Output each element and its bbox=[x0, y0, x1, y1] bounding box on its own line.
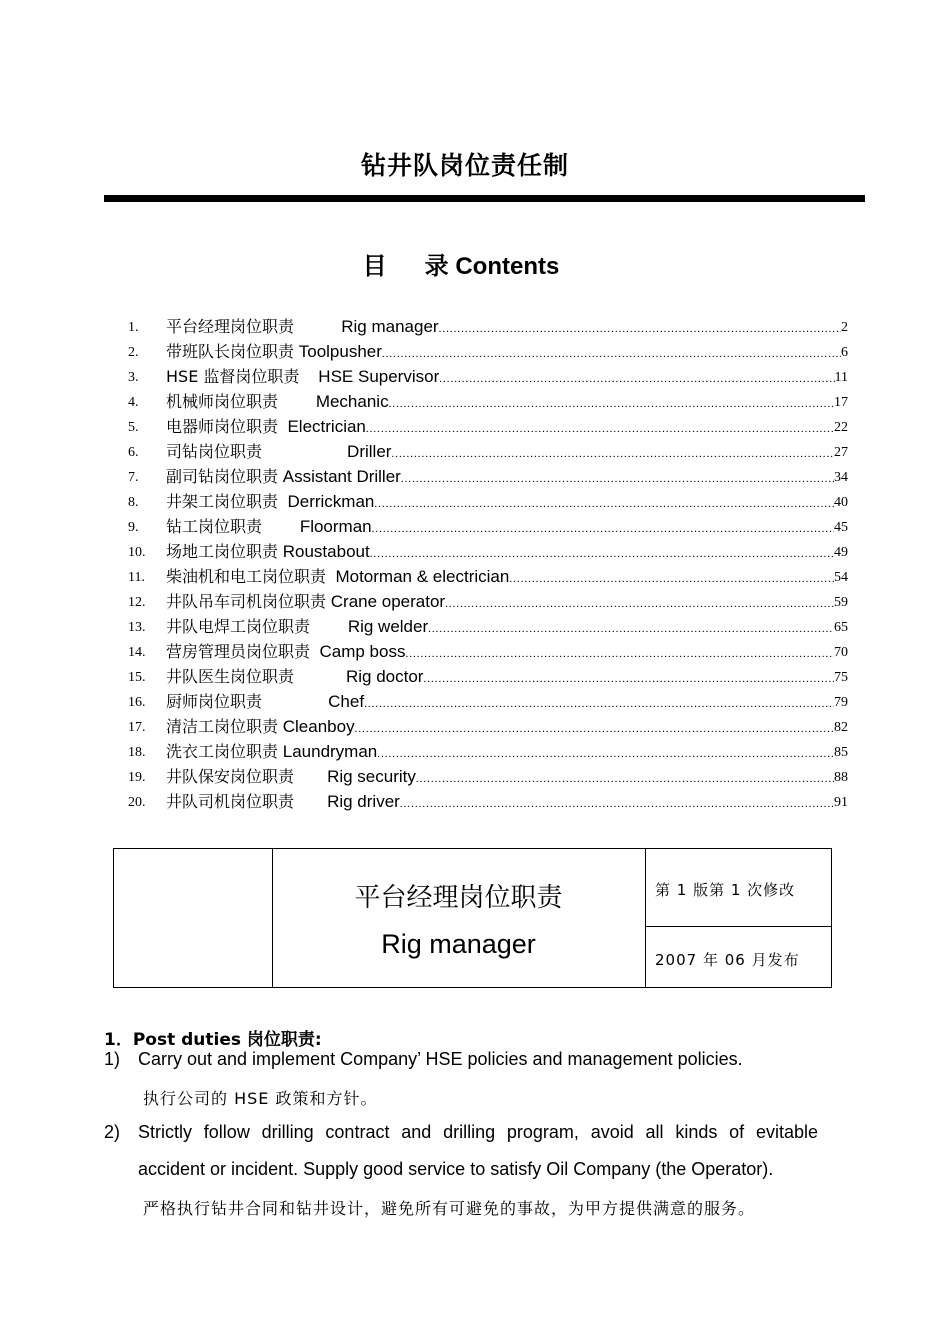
item-text-cn: 严格执行钻井合同和钻井设计，避免所有可避免的事故，为甲方提供满意的服务。 bbox=[143, 1199, 756, 1218]
item-number: 2) bbox=[104, 1122, 121, 1142]
toc-entry-title-en: Rig driver bbox=[327, 792, 400, 811]
toc-entry-title-en: Rig welder bbox=[347, 617, 429, 636]
toc-leader-dots bbox=[416, 773, 834, 787]
toc-entry-page: 79 bbox=[834, 695, 848, 710]
toc-entry[interactable] bbox=[128, 662, 848, 687]
toc-entry-gap bbox=[262, 692, 328, 712]
toc-entry[interactable] bbox=[128, 537, 848, 562]
toc-entry-title-cn: 井队保安岗位职责 bbox=[166, 767, 295, 786]
toc-leader-dots bbox=[364, 698, 834, 712]
revision-cell bbox=[646, 849, 831, 927]
toc-entry-page: 88 bbox=[834, 770, 848, 785]
toc-entry-gap bbox=[278, 417, 287, 437]
toc-entry-page: 22 bbox=[834, 420, 848, 435]
toc-entry-gap bbox=[299, 367, 318, 387]
toc-entry-page: 6 bbox=[841, 345, 848, 360]
toc-leader-dots bbox=[374, 498, 834, 512]
section-heading: 1．Post duties 岗位职责: bbox=[104, 1030, 322, 1050]
duty-title-en: Rig manager bbox=[381, 929, 536, 959]
toc-entry-gap bbox=[310, 642, 319, 662]
toc-entry[interactable] bbox=[128, 762, 848, 787]
toc-leader-dots bbox=[509, 573, 834, 587]
toc-entry-title-en: Cleanboy bbox=[282, 717, 355, 736]
toc-leader-dots bbox=[445, 598, 834, 612]
toc-entry-title-en: Floorman bbox=[299, 517, 372, 536]
toc-entry-page: 75 bbox=[834, 670, 848, 685]
toc-leader-dots bbox=[391, 448, 834, 462]
toc-entry-page: 34 bbox=[834, 470, 848, 485]
toc-entry-title-en: Assistant Driller bbox=[282, 467, 401, 486]
toc-entry-title-cn: 副司钻岗位职责 bbox=[166, 467, 279, 486]
item-text: Carry out and implement Company’ HSE policies and management policies. bbox=[138, 1049, 743, 1069]
toc-entry-number: 3. bbox=[128, 370, 139, 385]
toc-leader-dots bbox=[370, 548, 834, 562]
logo-cell bbox=[114, 849, 273, 987]
toc-entry-title-cn: 机械师岗位职责 bbox=[166, 392, 279, 411]
toc-leader-dots bbox=[372, 523, 834, 537]
toc-entry-gap bbox=[294, 792, 327, 812]
toc-entry-title-cn: 井架工岗位职责 bbox=[166, 492, 279, 511]
toc-entry-gap bbox=[278, 492, 287, 512]
toc-entry-title-en: Camp boss bbox=[319, 642, 406, 661]
toc-entry-title-en: Mechanic bbox=[315, 392, 389, 411]
toc-entry-title-cn: 柴油机和电工岗位职责 bbox=[166, 567, 327, 586]
toc-leader-dots bbox=[439, 373, 834, 387]
toc-entry-title-cn: 厨师岗位职责 bbox=[166, 692, 263, 711]
toc-entry-number: 14. bbox=[128, 645, 146, 660]
toc-leader-dots bbox=[439, 323, 841, 337]
toc-heading-en: Contents bbox=[455, 253, 560, 280]
toc-entry-page: 91 bbox=[834, 795, 848, 810]
toc-entry[interactable] bbox=[128, 337, 848, 362]
toc-entry[interactable] bbox=[128, 412, 848, 437]
toc-entry-title-cn: 司钻岗位职责 bbox=[166, 442, 263, 461]
toc-entry[interactable] bbox=[128, 587, 848, 612]
toc-entry[interactable] bbox=[128, 437, 848, 462]
toc-entry[interactable] bbox=[128, 612, 848, 637]
toc-entry-title-en: Motorman & electrician bbox=[335, 567, 510, 586]
toc-entry[interactable] bbox=[128, 712, 848, 737]
toc-entry-page: 27 bbox=[834, 445, 848, 460]
toc-entry-title-en: Derrickman bbox=[287, 492, 375, 511]
item-text: Strictly follow drilling contract and drilling program, avoid all kinds of evitable bbox=[138, 1122, 818, 1142]
item-text-cn: 执行公司的 HSE 政策和方针。 bbox=[143, 1089, 378, 1108]
toc-entry-page: 54 bbox=[834, 570, 848, 585]
toc-leader-dots bbox=[400, 798, 834, 812]
toc-entry-title-cn: 井队司机岗位职责 bbox=[166, 792, 295, 811]
toc-entry-number: 12. bbox=[128, 595, 146, 610]
duty-title-cn: 平台经理岗位职责 bbox=[354, 883, 563, 913]
toc-entry-title-en: Toolpusher bbox=[298, 342, 382, 361]
toc-entry-gap bbox=[262, 517, 300, 537]
page-title: 钻井队岗位责任制 bbox=[360, 151, 569, 180]
toc-entry-page: 82 bbox=[834, 720, 848, 735]
item-text: accident or incident. Supply good service to satisfy Oil Company (the Operator). bbox=[138, 1159, 774, 1179]
toc-entry[interactable] bbox=[128, 387, 848, 412]
toc-entry-number: 1. bbox=[128, 320, 139, 335]
toc-entry-title-cn: 带班队长岗位职责 bbox=[166, 342, 295, 361]
toc-entry-number: 19. bbox=[128, 770, 146, 785]
toc-leader-dots bbox=[389, 398, 834, 412]
revision-text: 第 1 版第 1 次修改 bbox=[655, 881, 796, 899]
toc-entry-page: 45 bbox=[834, 520, 848, 535]
toc-leader-dots bbox=[423, 673, 834, 687]
toc-entry-number: 9. bbox=[128, 520, 139, 535]
toc-leader-dots bbox=[355, 723, 834, 737]
toc-entry-page: 65 bbox=[834, 620, 848, 635]
toc-entry-gap bbox=[310, 617, 348, 637]
toc-leader-dots bbox=[377, 748, 834, 762]
toc-entry-page: 11 bbox=[834, 370, 848, 385]
toc-entry-page: 2 bbox=[841, 320, 848, 335]
toc-entry-number: 5. bbox=[128, 420, 139, 435]
toc-entry[interactable] bbox=[128, 737, 848, 762]
duty-header-table bbox=[113, 848, 832, 988]
toc-entry-page: 49 bbox=[834, 545, 848, 560]
toc-entry[interactable] bbox=[128, 312, 848, 337]
toc-entry-number: 2. bbox=[128, 345, 139, 360]
toc-entry-number: 8. bbox=[128, 495, 139, 510]
toc-entry-gap bbox=[294, 317, 341, 337]
toc-entry-title-en: Laundryman bbox=[282, 742, 378, 761]
toc-entry-number: 20. bbox=[128, 795, 146, 810]
title-divider bbox=[104, 195, 865, 202]
toc-leader-dots bbox=[428, 623, 834, 637]
toc-entry[interactable] bbox=[128, 637, 848, 662]
toc-entry-page: 70 bbox=[834, 645, 848, 660]
toc-entry-number: 10. bbox=[128, 545, 146, 560]
toc-entry-number: 4. bbox=[128, 395, 139, 410]
toc-entry[interactable] bbox=[128, 462, 848, 487]
toc-leader-dots bbox=[401, 473, 834, 487]
toc-entry[interactable] bbox=[128, 787, 848, 812]
toc-entry-title-cn: 井队吊车司机岗位职责 bbox=[166, 592, 327, 611]
toc-entry-number: 15. bbox=[128, 670, 146, 685]
toc-heading-cn2: 录 bbox=[424, 252, 449, 280]
toc-entry-title-en: Rig manager bbox=[341, 317, 439, 336]
toc-entry-gap bbox=[294, 767, 327, 787]
toc-entry-title-en: Rig security bbox=[327, 767, 416, 786]
toc-entry[interactable] bbox=[128, 512, 848, 537]
table-of-contents bbox=[128, 312, 848, 812]
toc-entry-gap bbox=[262, 442, 347, 462]
toc-leader-dots bbox=[405, 648, 834, 662]
toc-entry-title-en: Electrician bbox=[287, 417, 366, 436]
item-number: 1) bbox=[104, 1049, 121, 1069]
toc-entry-number: 18. bbox=[128, 745, 146, 760]
toc-heading-cn1: 目 bbox=[362, 252, 387, 280]
toc-entry-gap bbox=[278, 392, 316, 412]
toc-entry-title-en: Roustabout bbox=[282, 542, 370, 561]
toc-entry-gap bbox=[326, 567, 335, 587]
toc-leader-dots bbox=[366, 423, 834, 437]
toc-entry-number: 6. bbox=[128, 445, 139, 460]
toc-entry-page: 17 bbox=[834, 395, 848, 410]
toc-entry-title-cn: 电器师岗位职责 bbox=[166, 417, 279, 436]
toc-entry-page: 85 bbox=[834, 745, 848, 760]
toc-entry-title-en: Rig doctor bbox=[345, 667, 424, 686]
toc-entry-number: 16. bbox=[128, 695, 146, 710]
toc-entry-number: 17. bbox=[128, 720, 146, 735]
toc-entry-title-cn: 井队电焊工岗位职责 bbox=[166, 617, 311, 636]
toc-entry[interactable] bbox=[128, 687, 848, 712]
toc-entry-page: 40 bbox=[834, 495, 848, 510]
release-cell bbox=[646, 927, 831, 987]
toc-entry-title-en: Driller bbox=[347, 442, 392, 461]
toc-entry-title-en: Chef bbox=[328, 692, 365, 711]
toc-entry-title-cn: HSE 监督岗位职责 bbox=[166, 367, 300, 386]
toc-entry-title-cn: 钻工岗位职责 bbox=[166, 517, 263, 536]
toc-entry-title-cn: 清洁工岗位职责 bbox=[166, 717, 279, 736]
toc-entry-title-cn: 洗衣工岗位职责 bbox=[166, 742, 279, 761]
toc-entry-title-en: HSE Supervisor bbox=[318, 367, 440, 386]
toc-entry-gap bbox=[294, 667, 346, 687]
toc-entry-number: 7. bbox=[128, 470, 139, 485]
toc-entry-title-cn: 场地工岗位职责 bbox=[166, 542, 279, 561]
toc-entry[interactable] bbox=[128, 562, 848, 587]
toc-leader-dots bbox=[382, 348, 841, 362]
toc-entry-number: 11. bbox=[128, 570, 145, 585]
toc-heading bbox=[0, 246, 922, 281]
toc-entry[interactable] bbox=[128, 362, 848, 387]
release-text: 2007 年 06 月发布 bbox=[655, 951, 800, 969]
toc-entry-title-en: Crane operator bbox=[330, 592, 446, 611]
toc-entry-page: 59 bbox=[834, 595, 848, 610]
toc-entry-title-cn: 平台经理岗位职责 bbox=[166, 317, 295, 336]
toc-entry-title-cn: 营房管理员岗位职责 bbox=[166, 642, 311, 661]
toc-entry-number: 13. bbox=[128, 620, 146, 635]
toc-entry[interactable] bbox=[128, 487, 848, 512]
title-cell bbox=[272, 849, 646, 987]
toc-entry-title-cn: 井队医生岗位职责 bbox=[166, 667, 295, 686]
